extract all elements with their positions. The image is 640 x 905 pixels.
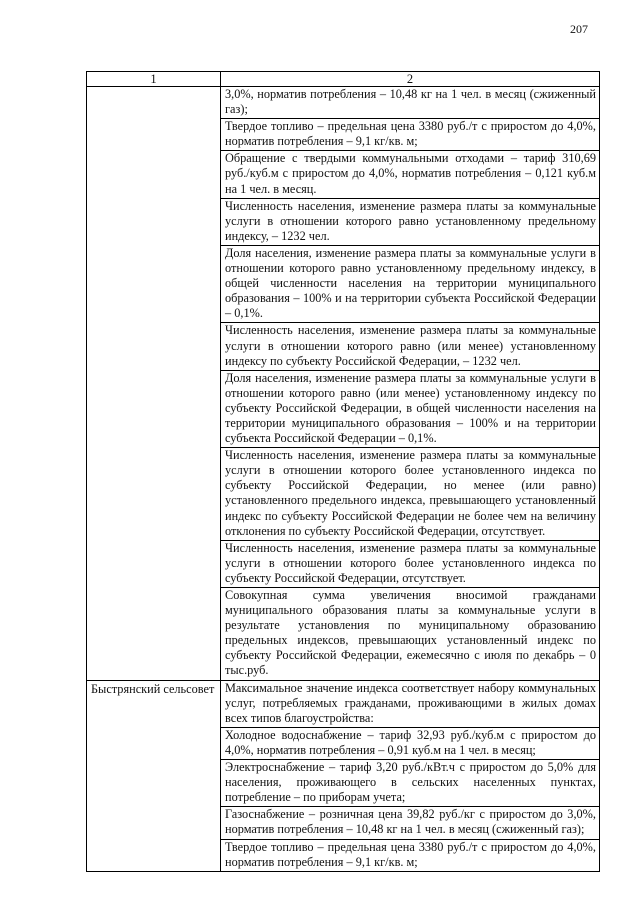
column-header-2: 2: [221, 72, 600, 87]
table-row: [87, 87, 600, 681]
municipality-cell: [87, 87, 221, 681]
municipality-cell: [87, 680, 221, 871]
paragraph: Твердое топливо – предельная цена 3380 руб./т с приростом до 4,0%, норматив потребления – 9,1 кг/кв. м;: [221, 119, 599, 151]
table-row: [87, 680, 600, 871]
paragraph: Электроснабжение – тариф 3,20 руб./кВт.ч с приростом до 5,0% для населения, проживающего в сельских населенных пунктах, потребление – по приборам учета;: [221, 760, 599, 807]
table-header-row: [87, 72, 600, 87]
municipality-name: [87, 87, 220, 88]
description-cell: [221, 87, 600, 681]
paragraph: Доля населения, изменение размера платы за коммунальные услуги в отношении которого равно установленному предельному индексу, в общей численности населения на территории муниципального образования – 100% и на территории субъекта Российской Федерации – 0,1%.: [221, 246, 599, 323]
paragraph: Максимальное значение индекса соответствует набору коммунальных услуг, потребляемых гражданами, проживающими в жилых домах всех типов благоустройства:: [221, 681, 599, 728]
description-cell: [221, 680, 600, 871]
paragraph: Доля населения, изменение размера платы за коммунальные услуги в отношении которого равно (или менее) установленному индексу по субъекту Российской Федерации, в общей численности населения на территории муниципального образования – 100% и на территории субъекта Российской Федерации – 0,1%.: [221, 371, 599, 448]
paragraph: Численность населения, изменение размера платы за коммунальные услуги в отношении которого более установленного индекса по субъекту Российской Федерации, отсутствует.: [221, 541, 599, 588]
paragraph: Численность населения, изменение размера платы за коммунальные услуги в отношении которого более установленного индекса по субъекту Российской Федерации, но менее (или равно) установленного предельного индекса, превышающего установленный индекс по субъекту Российской Федерации не более чем на величину отклонения по субъекту Российской Федерации, отсутствует.: [221, 448, 599, 541]
paragraph: Численность населения, изменение размера платы за коммунальные услуги в отношении которого равно (или менее) установленному индексу по субъекту Российской Федерации, – 1232 чел.: [221, 323, 599, 370]
paragraph: Численность населения, изменение размера платы за коммунальные услуги в отношении которого равно установленному предельному индексу, – 1232 чел.: [221, 199, 599, 246]
paragraph: Газоснабжение – розничная цена 39,82 руб./кг с приростом до 3,0%, норматив потребления – 10,48 кг на 1 чел. в месяц (сжиженный газ);: [221, 807, 599, 839]
paragraph: Холодное водоснабжение – тариф 32,93 руб./куб.м с приростом до 4,0%, норматив потребления – 0,91 куб.м на 1 чел. в месяц;: [221, 728, 599, 760]
page-number: 207: [570, 22, 588, 36]
column-header-1: 1: [87, 72, 221, 87]
paragraph: Совокупная сумма увеличения вносимой гражданами муниципального образования платы за коммунальные услуги в результате установления по муниципальному образованию предельных индексов, превышающих установленный индекс по субъекту Российской Федерации, ежемесячно с июля по декабрь – 0 тыс.руб.: [225, 588, 596, 678]
paragraph: Твердое топливо – предельная цена 3380 руб./т с приростом до 4,0%, норматив потребления – 9,1 кг/кв. м;: [225, 839, 596, 869]
paragraph: 3,0%, норматив потребления – 10,48 кг на 1 чел. в месяц (сжиженный газ);: [221, 87, 599, 119]
paragraph: Обращение с твердыми коммунальными отходами – тариф 310,69 руб./куб.м с приростом до 4,0%, норматив потребления – 0,121 куб.м на 1 чел. в месяц.: [221, 151, 599, 198]
data-table: [86, 71, 600, 872]
municipality-name: Быстрянский сельсовет: [91, 681, 215, 696]
